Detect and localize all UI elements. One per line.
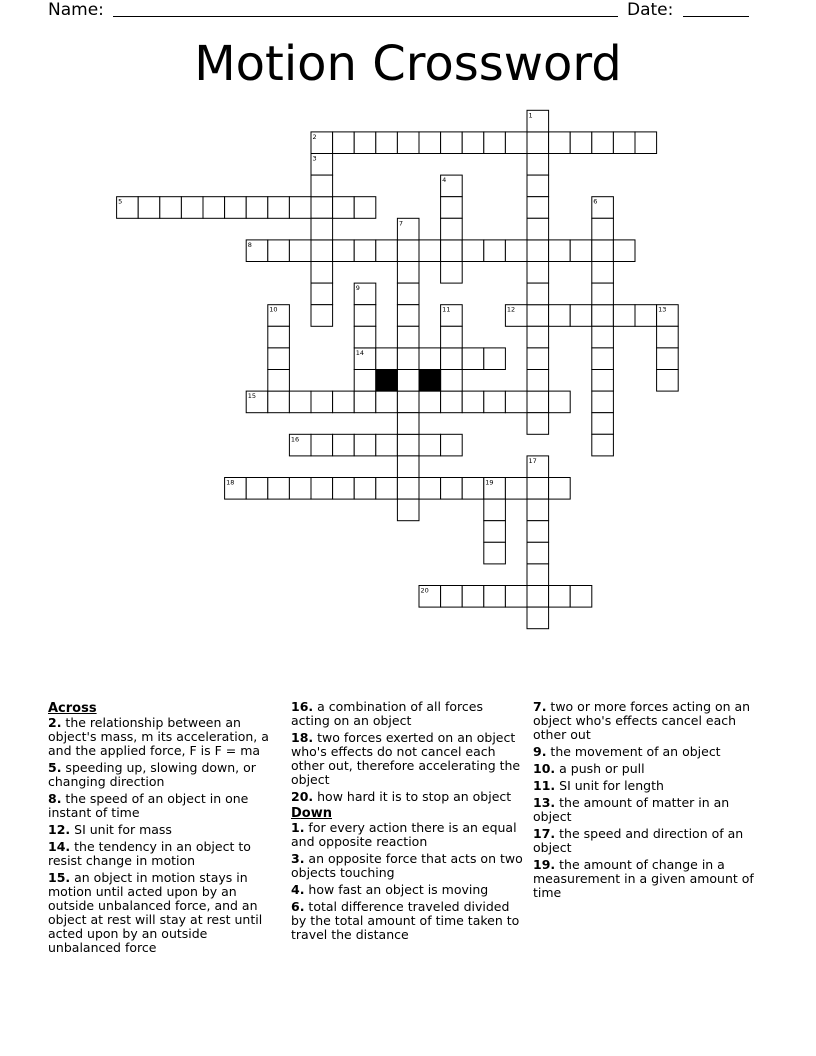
clue-number: 4 bbox=[442, 176, 447, 185]
grid-cell[interactable] bbox=[376, 240, 398, 262]
grid-cell[interactable] bbox=[592, 391, 614, 413]
grid-cell[interactable] bbox=[397, 305, 419, 327]
grid-cell[interactable] bbox=[527, 197, 549, 219]
clue-text: the speed of an object in one instant of time bbox=[48, 791, 249, 820]
grid-cell[interactable] bbox=[333, 240, 355, 262]
down-heading: Down bbox=[291, 806, 332, 821]
grid-cell[interactable] bbox=[527, 283, 549, 305]
grid-cell[interactable] bbox=[527, 132, 549, 154]
clue-num: 17. bbox=[533, 826, 556, 841]
clue-text: two or more forces acting on an object who's effects cancel each other out bbox=[533, 699, 751, 742]
clue-number: 1 bbox=[528, 111, 533, 120]
grid-cell[interactable] bbox=[527, 391, 549, 413]
grid-cell[interactable] bbox=[570, 305, 592, 327]
grid-cell[interactable] bbox=[549, 132, 571, 154]
clue-item bbox=[533, 827, 768, 855]
page-title: Motion Crossword bbox=[194, 36, 622, 92]
grid-cell[interactable] bbox=[441, 434, 463, 456]
grid-cell[interactable] bbox=[441, 197, 463, 219]
grid-cell[interactable] bbox=[376, 434, 398, 456]
clue-text: a push or pull bbox=[555, 761, 645, 776]
grid-cell[interactable] bbox=[592, 240, 614, 262]
grid-cell[interactable] bbox=[527, 218, 549, 240]
clue-num: 10. bbox=[533, 761, 556, 776]
grid-cell[interactable] bbox=[592, 370, 614, 392]
clue-num: 14. bbox=[48, 839, 71, 854]
grid-cell[interactable] bbox=[441, 478, 463, 500]
grid-cell[interactable] bbox=[225, 197, 247, 219]
grid-cell[interactable] bbox=[441, 326, 463, 348]
grid-cell[interactable] bbox=[419, 478, 441, 500]
grid-cell[interactable] bbox=[527, 542, 549, 564]
grid-cell[interactable] bbox=[160, 197, 182, 219]
grid-cell[interactable] bbox=[203, 197, 225, 219]
grid-cell[interactable] bbox=[268, 370, 290, 392]
grid-cell[interactable] bbox=[570, 132, 592, 154]
clue-item bbox=[48, 761, 280, 789]
grid-cell[interactable] bbox=[397, 262, 419, 284]
date-label: Date: bbox=[627, 0, 674, 20]
grid-cell[interactable] bbox=[246, 197, 268, 219]
clue-num: 6. bbox=[291, 899, 305, 914]
grid-cell[interactable] bbox=[592, 305, 614, 327]
grid-cell[interactable] bbox=[462, 391, 484, 413]
clue-num: 5. bbox=[48, 760, 62, 775]
grid-cell[interactable] bbox=[527, 262, 549, 284]
grid-cell[interactable] bbox=[333, 478, 355, 500]
grid-cell[interactable] bbox=[419, 348, 441, 370]
clue-item bbox=[48, 792, 280, 820]
grid-cell[interactable] bbox=[527, 478, 549, 500]
grid-cell[interactable] bbox=[613, 305, 635, 327]
grid-cell[interactable] bbox=[657, 326, 679, 348]
clue-column-3 bbox=[533, 700, 768, 903]
grid-cell[interactable] bbox=[462, 348, 484, 370]
grid-cell[interactable] bbox=[527, 521, 549, 543]
grid-cell[interactable] bbox=[376, 348, 398, 370]
grid-cell[interactable] bbox=[592, 218, 614, 240]
grid-cell[interactable] bbox=[333, 197, 355, 219]
clue-text: two forces exerted on an object who's effects do not cancel each other out, therefore accelerating the object bbox=[291, 730, 521, 787]
grid-cell[interactable] bbox=[181, 197, 203, 219]
clue-number: 14 bbox=[355, 348, 364, 357]
clue-text: the relationship between an object's mass, m its acceleration, a and the applied force, F is F = ma bbox=[48, 715, 269, 758]
black-cell bbox=[419, 370, 441, 392]
grid-cell[interactable] bbox=[635, 132, 657, 154]
clue-number: 6 bbox=[593, 197, 598, 206]
grid-cell[interactable] bbox=[527, 240, 549, 262]
clue-item bbox=[533, 762, 768, 776]
grid-cell[interactable] bbox=[376, 478, 398, 500]
grid-cell[interactable] bbox=[397, 499, 419, 521]
grid-cell[interactable] bbox=[527, 607, 549, 629]
clue-num: 16. bbox=[291, 699, 314, 714]
grid-cell[interactable] bbox=[592, 262, 614, 284]
grid-cell[interactable] bbox=[527, 499, 549, 521]
grid-cell[interactable] bbox=[549, 391, 571, 413]
clue-num: 7. bbox=[533, 699, 547, 714]
clue-num: 11. bbox=[533, 778, 556, 793]
clue-number: 2 bbox=[312, 132, 317, 141]
grid-cell[interactable] bbox=[354, 197, 376, 219]
clue-text: SI unit for length bbox=[555, 778, 664, 793]
grid-cell[interactable] bbox=[397, 391, 419, 413]
grid-cell[interactable] bbox=[376, 132, 398, 154]
clue-text: the speed and direction of an object bbox=[533, 826, 744, 855]
grid-cell[interactable] bbox=[462, 132, 484, 154]
grid-cell[interactable] bbox=[333, 132, 355, 154]
grid-cell[interactable] bbox=[138, 197, 160, 219]
clue-text: the tendency in an object to resist change in motion bbox=[48, 839, 251, 868]
grid-cell[interactable] bbox=[397, 413, 419, 435]
grid-cell[interactable] bbox=[289, 391, 311, 413]
clue-number: 7 bbox=[398, 219, 404, 228]
clue-num: 2. bbox=[48, 715, 62, 730]
grid-cell[interactable] bbox=[354, 391, 376, 413]
clue-number: 18 bbox=[226, 478, 235, 487]
clue-num: 12. bbox=[48, 822, 71, 837]
clue-column-2 bbox=[291, 700, 523, 945]
grid-cell[interactable] bbox=[311, 391, 333, 413]
clue-num: 9. bbox=[533, 744, 547, 759]
grid-cell[interactable] bbox=[311, 175, 333, 197]
grid-cell[interactable] bbox=[397, 348, 419, 370]
clue-text: how hard it is to stop an object bbox=[313, 789, 512, 804]
grid-cell[interactable] bbox=[592, 283, 614, 305]
grid-cell[interactable] bbox=[354, 326, 376, 348]
grid-cell[interactable] bbox=[268, 478, 290, 500]
clue-num: 4. bbox=[291, 882, 305, 897]
clue-item bbox=[48, 840, 280, 868]
grid-cell[interactable] bbox=[613, 240, 635, 262]
clue-number: 20 bbox=[420, 586, 429, 595]
clue-item bbox=[291, 900, 523, 942]
clue-text: the amount of change in a measurement in a given amount of time bbox=[533, 857, 754, 900]
grid-cell[interactable] bbox=[311, 262, 333, 284]
grid-cell[interactable] bbox=[246, 478, 268, 500]
grid-cell[interactable] bbox=[441, 262, 463, 284]
grid-cell[interactable] bbox=[527, 564, 549, 586]
grid-cell[interactable] bbox=[484, 348, 506, 370]
grid-cell[interactable] bbox=[354, 434, 376, 456]
grid-cell[interactable] bbox=[376, 391, 398, 413]
clue-num: 18. bbox=[291, 730, 314, 745]
clue-text: the amount of matter in an object bbox=[533, 795, 730, 824]
clue-num: 8. bbox=[48, 791, 62, 806]
grid-cell[interactable] bbox=[570, 240, 592, 262]
grid-cell[interactable] bbox=[289, 197, 311, 219]
grid-cell[interactable] bbox=[441, 132, 463, 154]
clue-number: 17 bbox=[528, 456, 537, 465]
grid-cell[interactable] bbox=[441, 218, 463, 240]
clue-num: 1. bbox=[291, 820, 305, 835]
clue-num: 3. bbox=[291, 851, 305, 866]
black-cell bbox=[376, 370, 398, 392]
grid-cell[interactable] bbox=[268, 391, 290, 413]
grid-cell[interactable] bbox=[505, 391, 527, 413]
grid-cell[interactable] bbox=[484, 499, 506, 521]
grid-cell[interactable] bbox=[311, 283, 333, 305]
grid-cell[interactable] bbox=[333, 391, 355, 413]
grid-cell[interactable] bbox=[657, 348, 679, 370]
grid-cell[interactable] bbox=[268, 326, 290, 348]
clue-text: an opposite force that acts on two objects touching bbox=[291, 851, 523, 880]
grid-cell[interactable] bbox=[397, 434, 419, 456]
clue-num: 20. bbox=[291, 789, 314, 804]
grid-cell[interactable] bbox=[549, 305, 571, 327]
grid-cell[interactable] bbox=[419, 132, 441, 154]
grid-cell[interactable] bbox=[527, 305, 549, 327]
clue-item bbox=[533, 796, 768, 824]
clue-text: for every action there is an equal and opposite reaction bbox=[291, 820, 517, 849]
grid-cell[interactable] bbox=[527, 154, 549, 176]
grid-cell[interactable] bbox=[484, 521, 506, 543]
grid-cell[interactable] bbox=[311, 434, 333, 456]
grid-cell[interactable] bbox=[505, 586, 527, 608]
grid-cell[interactable] bbox=[527, 370, 549, 392]
clue-column-1 bbox=[48, 700, 280, 958]
grid-cell[interactable] bbox=[354, 132, 376, 154]
grid-cell[interactable] bbox=[441, 391, 463, 413]
clue-item bbox=[533, 745, 768, 759]
clue-item bbox=[291, 821, 523, 849]
clue-item bbox=[533, 779, 768, 793]
clue-number: 12 bbox=[506, 305, 516, 314]
clue-number: 15 bbox=[247, 392, 256, 401]
clue-item bbox=[48, 716, 280, 758]
grid-cell[interactable] bbox=[441, 348, 463, 370]
grid-cell[interactable] bbox=[311, 218, 333, 240]
grid-cell[interactable] bbox=[462, 478, 484, 500]
grid-cell[interactable] bbox=[268, 197, 290, 219]
clue-text: total difference traveled divided by the total amount of time taken to travel the distance bbox=[291, 899, 520, 942]
clue-item bbox=[291, 852, 523, 880]
clue-number: 13 bbox=[658, 305, 667, 314]
clue-number: 16 bbox=[290, 435, 300, 444]
grid-cell[interactable] bbox=[527, 348, 549, 370]
grid-cell[interactable] bbox=[484, 391, 506, 413]
clue-number: 11 bbox=[442, 305, 451, 314]
grid-cell[interactable] bbox=[462, 586, 484, 608]
grid-cell[interactable] bbox=[397, 370, 419, 392]
clue-item bbox=[291, 731, 523, 787]
clue-text: a combination of all forces acting on an object bbox=[291, 699, 483, 728]
clue-num: 19. bbox=[533, 857, 556, 872]
grid-cell[interactable] bbox=[441, 240, 463, 262]
grid-cell[interactable] bbox=[505, 478, 527, 500]
grid-cell[interactable] bbox=[354, 240, 376, 262]
name-label: Name: bbox=[48, 0, 104, 20]
grid-cell[interactable] bbox=[397, 326, 419, 348]
clue-number: 10 bbox=[269, 305, 278, 314]
clue-text: SI unit for mass bbox=[70, 822, 172, 837]
grid-cell[interactable] bbox=[484, 542, 506, 564]
grid-cell[interactable] bbox=[505, 240, 527, 262]
grid-cell[interactable] bbox=[311, 197, 333, 219]
grid-cell[interactable] bbox=[397, 240, 419, 262]
clue-item bbox=[291, 700, 523, 728]
grid-cell[interactable] bbox=[549, 586, 571, 608]
clue-text: an object in motion stays in motion until acted upon by an outside unbalanced force, and an object at rest will stay at rest until acted upon by an outside unbalanced force bbox=[48, 870, 263, 955]
grid-cell[interactable] bbox=[311, 240, 333, 262]
grid-cell[interactable] bbox=[592, 132, 614, 154]
grid-cell[interactable] bbox=[505, 132, 527, 154]
grid-cell[interactable] bbox=[441, 586, 463, 608]
grid-cell[interactable] bbox=[570, 586, 592, 608]
grid-cell[interactable] bbox=[592, 413, 614, 435]
clue-num: 15. bbox=[48, 870, 71, 885]
clue-number: 19 bbox=[485, 478, 494, 487]
grid-cell[interactable] bbox=[397, 283, 419, 305]
clue-item bbox=[291, 790, 523, 804]
grid-cell[interactable] bbox=[527, 175, 549, 197]
grid-cell[interactable] bbox=[657, 370, 679, 392]
grid-cell[interactable] bbox=[354, 305, 376, 327]
clue-number: 3 bbox=[312, 154, 317, 163]
clue-item bbox=[291, 883, 523, 897]
grid-cell[interactable] bbox=[419, 391, 441, 413]
grid-cell[interactable] bbox=[527, 413, 549, 435]
grid-cell[interactable] bbox=[311, 305, 333, 327]
clue-number: 8 bbox=[247, 240, 252, 249]
grid-cell[interactable] bbox=[592, 434, 614, 456]
grid-cell[interactable] bbox=[527, 586, 549, 608]
grid-cell[interactable] bbox=[268, 240, 290, 262]
grid-cell[interactable] bbox=[354, 370, 376, 392]
clue-item bbox=[533, 858, 768, 900]
grid-cell[interactable] bbox=[268, 348, 290, 370]
grid-cell[interactable] bbox=[527, 326, 549, 348]
clue-text: the movement of an object bbox=[546, 744, 721, 759]
grid-cell[interactable] bbox=[354, 478, 376, 500]
grid-cell[interactable] bbox=[592, 348, 614, 370]
grid-cell[interactable] bbox=[592, 326, 614, 348]
grid-cell[interactable] bbox=[289, 240, 311, 262]
grid-cell[interactable] bbox=[419, 434, 441, 456]
grid-cell[interactable] bbox=[484, 240, 506, 262]
grid-cell[interactable] bbox=[419, 240, 441, 262]
clue-number: 9 bbox=[355, 284, 360, 293]
grid-cell[interactable] bbox=[462, 240, 484, 262]
across-heading: Across bbox=[48, 701, 97, 716]
clue-item bbox=[48, 823, 280, 837]
clue-text: speeding up, slowing down, or changing direction bbox=[48, 760, 256, 789]
grid-cell[interactable] bbox=[613, 132, 635, 154]
grid-cell[interactable] bbox=[484, 586, 506, 608]
clue-number: 5 bbox=[118, 197, 123, 206]
grid-cell[interactable] bbox=[397, 132, 419, 154]
grid-cell[interactable] bbox=[441, 370, 463, 392]
clue-text: how fast an object is moving bbox=[304, 882, 489, 897]
clue-item bbox=[48, 871, 280, 955]
grid-cell[interactable] bbox=[549, 240, 571, 262]
grid-cell[interactable] bbox=[289, 478, 311, 500]
grid-cell[interactable] bbox=[397, 478, 419, 500]
clue-item bbox=[533, 700, 768, 742]
clue-num: 13. bbox=[533, 795, 556, 810]
grid-cell[interactable] bbox=[333, 434, 355, 456]
grid-cell[interactable] bbox=[311, 478, 333, 500]
grid-cell[interactable] bbox=[397, 456, 419, 478]
grid-cell[interactable] bbox=[635, 305, 657, 327]
grid-cell[interactable] bbox=[484, 132, 506, 154]
grid-cell[interactable] bbox=[549, 478, 571, 500]
